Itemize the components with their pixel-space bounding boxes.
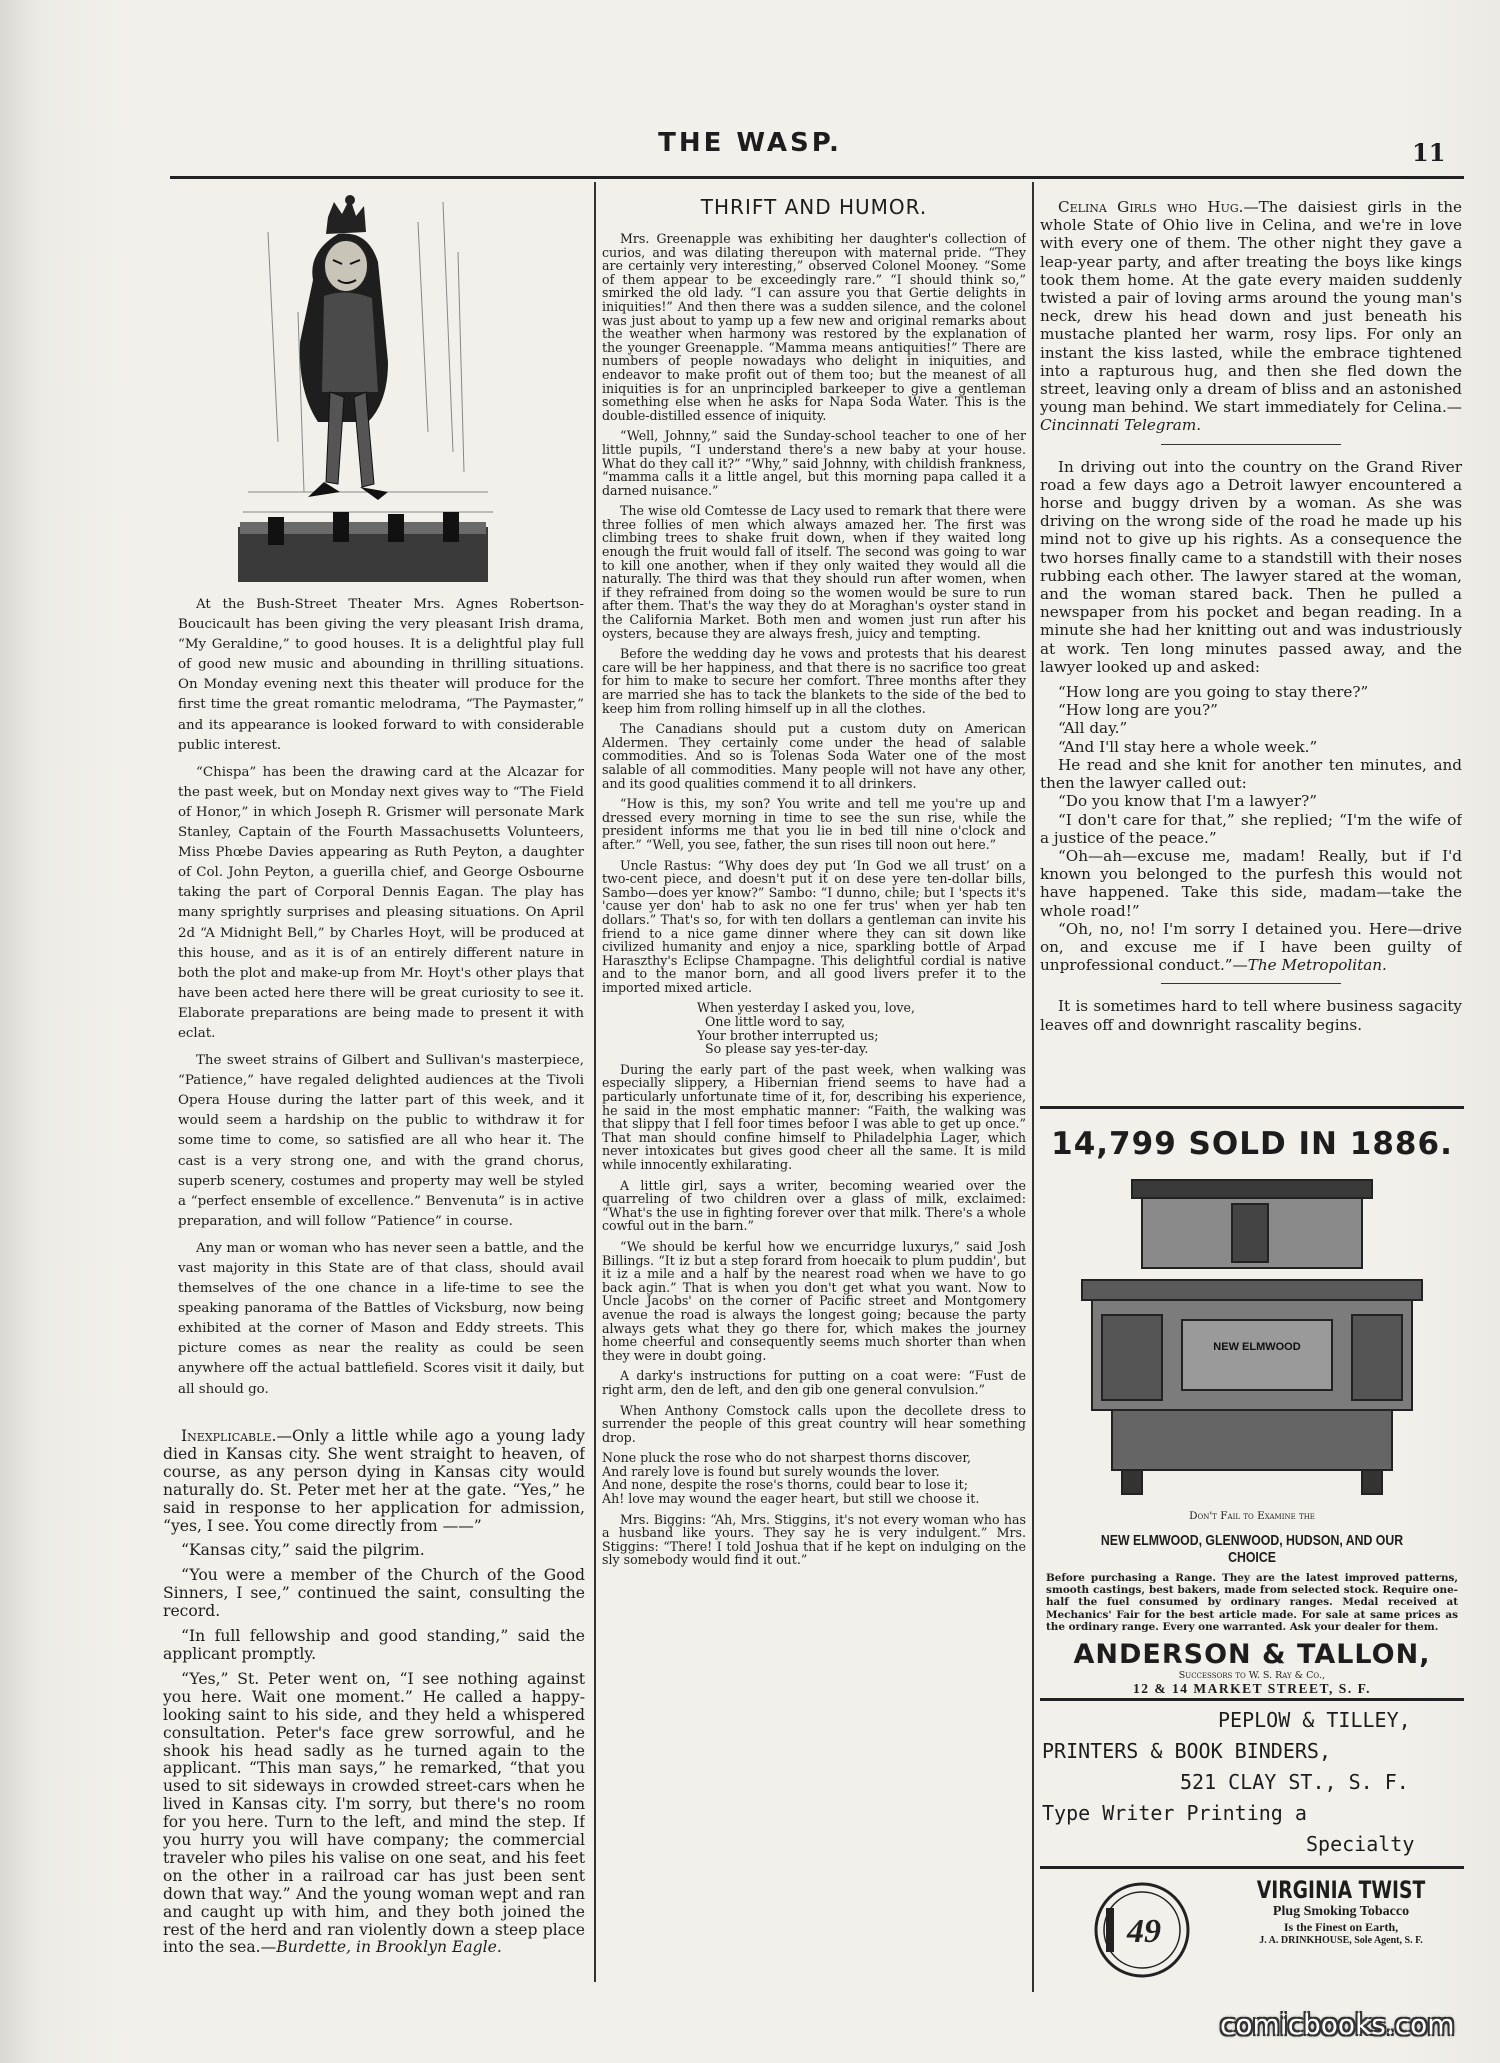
masthead-title: THE WASP. (658, 128, 842, 158)
column-divider-1 (594, 182, 596, 1982)
verse-line: And none, despite the rose's thorns, could bear to lose it; (602, 1477, 968, 1493)
ad-body-text: Before purchasing a Range. They are the latest improved patterns, smooth castings, best bakers, made from selected stock. Require one-half the fuel consumed by ordinary ranges. Medal received at Mechanics' Fair for the best article made. For sale at same prices as the ordinary range. Every one warranted. Ask your dealer for them. (1046, 1572, 1458, 1633)
verse-line: Ah! love may wound the eager heart, but still we choose it. (602, 1491, 980, 1507)
theater-paragraph: The sweet strains of Gilbert and Sullivan's masterpiece, “Patience,” have regaled delighted audiences at the Tivoli Opera House during the latter part of this week, and it would seem a hardship on the public to withdraw it for some time to come, so satisfied are all who hear it. The cast is a very strong one, and with the grand chorus, superb scenery, costumes and property may well be styled a “perfect ensemble of excellence.” Benvenuta” is in active preparation, and will follow “Patience” in course. (178, 1053, 584, 1229)
tobacco-line: Plug Smoking Tobacco (1272, 1904, 1410, 1919)
divider (1161, 444, 1341, 445)
printers-line: PRINTERS & BOOK BINDERS, (1042, 1739, 1331, 1763)
story-paragraph: “You were a member of the Church of the Good Sinners, I see,” continued the saint, consulting the record. (163, 1566, 585, 1621)
theater-paragraph: Any man or woman who has never seen a battle, and the vast majority in this State are of that class, should avail themselves of the one chance in a life-time to see the speaking panorama of the Battles of Vicksburg, now being exhibited at the corner of Mason and Eddy streets. This picture comes as near the reality as could be seen anywhere off the actual battlefield. Scores visit it daily, but all should go. (178, 1240, 584, 1397)
ad-rule (1040, 1698, 1464, 1701)
verse-line: One little word to say, (705, 1014, 846, 1030)
humor-paragraph: When Anthony Comstock calls upon the decollete dress to surrender the people of this great country will hear something drop. (602, 1402, 1026, 1445)
ad-rule (1040, 1866, 1464, 1869)
humor-paragraph: Mrs. Greenapple was exhibiting her daughter's collection of curios, and was dilating thereupon with maternal pride. “They are certainly very interesting,” observed Colonel Mooney. “Some of them appear to be exceedingly rare.” “I should think so,” smirked the old lady. “I can assure you that Gertie delights in iniquities!” And then there was a sudden silence, and the colonel was just about to yamp up a few new and original remarks about the weather when harmony was restored by the explanation of the younger Greenapple. “Mamma means antiquities!” There are numbers of people nowadays who delight in iniquities, and endeavor to make profit out of them too; but the meanest of all iniquities is for an unprincipled barkeeper to give a gentleman something else when he asks for Napa Soda Water. This is the double-distilled essence of iniquity. (602, 232, 1026, 423)
theater-paragraph: At the Bush-Street Theater Mrs. Agnes Robertson-Boucicault has been giving the very pleasant Irish drama, “My Geraldine,” to good houses. It is a delightful play full of good new music and abounding in thrilling situations. On Monday evening next this theater will produce for the first time the great romantic melodrama, “The Paymaster,” and its appearance is looked forward to with considerable public interest. (178, 597, 584, 753)
lawyer-paragraph: “Do you know that I'm a lawyer?” (1058, 792, 1318, 811)
theater-paragraph: “Chispa” has been the drawing card at the Alcazar for the past week, but on Monday next gives way to “The Field of Honor,” in which Joseph R. Grismer will personate Mark Stanley, Captain of the Fourth Massachusetts Volunteers, Miss Phœbe Davies appearing as Ruth Peyton, a daughter of Col. John Peyton, a guerilla chief, and George Osbourne taking the part of Corporal Dennis Eagan. The play has many sprightly surprises and pleasing situations. On April 2d “A Midnight Bell,” by Charles Hoyt, will be produced at this house, and as it is of an entirely different nature in both the plot and make-up from Mr. Hoyt's other plays that have been acted here there will be great curiosity to see it. Elaborate preparations are being made to present it with eclat. (178, 764, 584, 1041)
lawyer-paragraph: “How long are you?” (1058, 701, 1218, 720)
column-three-text (1040, 198, 1462, 1098)
caricature-illustration (238, 192, 498, 592)
ad-product-names: NEW ELMWOOD, GLENWOOD, HUDSON, AND OUR CHOICE (1100, 1532, 1404, 1566)
verse-line: And rarely love is found but surely wounds the lover. (602, 1463, 940, 1479)
verse-rose (602, 1451, 1026, 1505)
page-number: 11 (1412, 138, 1446, 167)
story-paragraph: “Kansas city,” said the pilgrim. (181, 1541, 425, 1560)
sagacity-paragraph: It is sometimes hard to tell where business sagacity leaves off and downright rascality begins. (1040, 997, 1462, 1034)
tobacco-badge-icon (1092, 1880, 1192, 1980)
verse-line: None pluck the rose who do not sharpest thorns discover, (602, 1450, 971, 1466)
lawyer-paragraph: “How long are you going to stay there?” (1058, 683, 1369, 702)
tobacco-line: Is the Finest on Earth, (1283, 1920, 1399, 1934)
inexplicable-story (163, 1428, 585, 1988)
story-paragraph: —Only a little while ago a young lady died in Kansas city. She went straight to heaven, of course, as any person dying in Kansas city would naturally do. St. Peter met her at the gate. “Yes,” he said in response to her application for admission, “yes, I see. You come directly from ——” (163, 1428, 585, 1535)
printers-line: Specialty (1306, 1832, 1415, 1856)
humor-paragraph: A darky's instructions for putting on a coat were: “Fust de right arm, den de left, and den gib one general convulsion.” (602, 1368, 1026, 1397)
celina-paragraph: —The daisiest girls in the whole State of Ohio live in Celina, and we're in love with every one of them. The other night they gave a leap-year party, and after treating the boys like kings took them home. At the gate every maiden suddenly twisted a pair of loving arms around the young man's neck, drew his head down and just beneath his mustache planted her warm, rosy lips. For only an instant the kiss lasted, while the embrace tightened into a rapturous hug, and then she fled down the street, leaving only a dream of bliss and an astonished young man behind. We start immediately for Celina.— (1040, 198, 1462, 417)
lawyer-paragraph: In driving out into the country on the Grand River road a few days ago a Detroit lawyer encountered a horse and buggy driven by a woman. As she was driving on the wrong side of the road he made up his mind not to give up his rights. As a consequence the two horses finally came to a standstill with their noses rubbing each other. The lawyer stared at the woman, and the woman stared back. Then he pulled a newspaper from his pocket and began reading. In a minute she had her knitting out and was industriously at work. Ten long minutes passed away, and the lawyer looked up and asked: (1040, 457, 1462, 676)
story-lead: Inexplicable. (181, 1428, 277, 1445)
celina-credit: Cincinnati Telegram. (1040, 416, 1202, 435)
lawyer-paragraph: “And I'll stay here a whole week.” (1058, 737, 1318, 756)
masthead-rule (170, 176, 1464, 179)
humor-paragraph: Uncle Rastus: “Why does dey put ‘In God we all trust’ on a two-cent piece, and doesn't put it on dese yere ten-dollar bills, Sambo—does yer know?” Sambo: “I dunno, chile; but I 'spects it's 'cause yer don' hab to ask no one fer trus' when yer hab ten dollars.” That's so, for with ten dollars a gentleman can invite his friend to a nice game dinner where they can sit down like civilized humanity and enjoy a nice, sparkling bottle of Arpad Haraszthy's Eclipse Champagne. This delightful cordial is native and to the manor born, and all good livers prefer it to the imported mixed article. (602, 857, 1026, 995)
watermark: comicbooks.com (1220, 2008, 1455, 2041)
divider (1161, 983, 1341, 984)
story-credit: Burdette, in Brooklyn Eagle. (276, 1938, 502, 1957)
column-divider-2 (1032, 182, 1034, 1992)
ad-successors: Successors to W. S. Ray & Co., (1178, 1670, 1326, 1682)
humor-paragraph: Mrs. Biggins: “Ah, Mrs. Stiggins, it's not every woman who has a husband like yours. They say he is very indulgent.” Mrs. Stiggins: “There! I told Joshua that if he kept on indulging on the sly somebody would find it out.” (602, 1511, 1026, 1568)
stove-illustration (1072, 1170, 1432, 1500)
tobacco-line: J. A. DRINKHOUSE, Sole Agent, S. F. (1259, 1935, 1423, 1946)
humor-paragraph: The Canadians should put a custom duty on American Aldermen. They certainly come under the head of salable commodities. And so is Tolenas Soda Water one of the most salable of all commodities. Many people will not have any other, and its good qualities commend it to all drinkers. (602, 721, 1026, 791)
thrift-and-humor-column (602, 232, 1026, 1992)
ad-firm-name: ANDERSON & TALLON, (1073, 1639, 1431, 1671)
story-paragraph: “In full fellowship and good standing,” said the applicant promptly. (163, 1627, 585, 1663)
lawyer-paragraph: “Oh, no, no! I'm sorry I detained you. Here—drive on, and excuse me if I have been guilty of unprofessional conduct.”— (1040, 919, 1462, 975)
story-paragraph: “Yes,” St. Peter went on, “I see nothing against you here. Wait one moment.” He called a happy-looking saint to his side, and they held a whispered consultation. Peter's face grew sorrowful, and he shook his head sadly as he turned again to the applicant. “This man says,” he remarked, “that you used to sit sideways in crowded street-cars when he lived in Kansas city. I'm sorry, but there's no room for you here. Turn to the left, and mind the step. If you hurry you will have company; the commercial traveler who piles his valise on one seat, and his feet on the other in a railroad car has just been sent down that way.” And the young woman wept and ran and caught up with him, and they both joined the rest of the herd and ran violently down a steep place into the sea.— (163, 1669, 585, 1957)
printers-line: PEPLOW & TILLEY, (1218, 1708, 1411, 1732)
verse-line: So please say yes-ter-day. (705, 1041, 869, 1057)
tobacco-title: VIRGINIA TWIST (1256, 1876, 1426, 1904)
verse (602, 1001, 1026, 1055)
printers-advertisement (1040, 1705, 1464, 1860)
lawyer-paragraph: “All day.” (1058, 719, 1128, 738)
celina-lead: Celina Girls who Hug. (1058, 198, 1244, 216)
lawyer-paragraph: “I don't care for that,” she replied; “I'm the wife of a justice of the peace.” (1040, 810, 1462, 847)
humor-paragraph: The wise old Comtesse de Lacy used to remark that there were three follies of men which always amazed her. The first was climbing trees to shake fruit down, when if they waited long enough the fruit would fall of itself. The second was going to war to kill one another, when if they only waited they would all die naturally. The third was that they should run after women, when if they refrained from doing so the women would be sure to run after them. That's the way they do at Moraghan's oyster stand in the California Market. Both men and women just run after his oysters, because they are always fresh, juicy and tempting. (602, 503, 1026, 641)
ad-headline: 14,799 SOLD IN 1886. (1051, 1126, 1453, 1162)
lawyer-paragraph: “Oh—ah—excuse me, madam! Really, but if I'd known you belonged to the purfesh this would not have happened. Take this side, madam—take the whole road!” (1040, 846, 1462, 920)
humor-paragraph: Before the wedding day he vows and protests that his dearest care will be her happiness, and that there is no sacrifice too great for him to make to secure her comfort. Three months after they are married she has to tack the blankets to the side of the bed to keep him from rolling himself up in all the clothes. (602, 646, 1026, 716)
tobacco-advertisement (1040, 1872, 1464, 1982)
ad-subline: Don't Fail to Examine the (1189, 1510, 1315, 1522)
verse-line: When yesterday I asked you, love, (697, 1000, 915, 1016)
stove-label: NEW ELMWOOD (1213, 1341, 1301, 1353)
stove-advertisement (1040, 1108, 1464, 1697)
tobacco-badge-number: 49 (1127, 1913, 1161, 1950)
verse-line: Your brother interrupted us; (697, 1027, 879, 1043)
section-heading: THRIFT AND HUMOR. (700, 195, 928, 219)
ad-address: 12 & 14 MARKET STREET, S. F. (1133, 1681, 1371, 1697)
humor-paragraph: “How is this, my son? You write and tell me you're up and dressed every morning in time to see the sun rise, while the president informs me that you lie in bed till nine o'clock and after.” “Well, you see, father, the sun rises till noon out here.” (602, 796, 1026, 852)
printers-line: 521 CLAY ST., S. F. (1180, 1770, 1409, 1794)
humor-paragraph: A little girl, says a writer, becoming wearied over the quarreling of two children over a glass of milk, exclaimed: “What's the use in fighting forever over that milk. There's a whole cowful out in the barn.” (602, 1177, 1026, 1234)
lawyer-credit: The Metropolitan. (1247, 956, 1387, 975)
lawyer-paragraph: He read and she knit for another ten minutes, and then the lawyer called out: (1040, 755, 1462, 793)
humor-paragraph: During the early part of the past week, when walking was especially slippery, a Hibernian friend seems to have had a particularly unfortunate time of it, for, describing his experience, he said in the most emphatic manner: “Faith, the walking was that slippy that I fell foor times befoor I was able to get up once.” That man should confine himself to Philadelphia Lager, which never intoxicates but gives good cheer all the same. It is mild while innocently exhilarating. (602, 1061, 1026, 1172)
humor-paragraph: “We should be kerful how we encurridge luxurys,” said Josh Billings. “It iz but a step forard from hoecaik to plum puddin', but it iz a mile and a half by the nearest road when we have to go back agin.” That is when you don't get what you want. Now to Uncle Jacobs' on the corner of Pacific street and Montgomery avenue the road is always the longest going; because the party always gets what they go there for, which makes the journey home cheerful and consequently seems much shorter than when they were in doubt going. (602, 1238, 1026, 1363)
humor-paragraph: “Well, Johnny,” said the Sunday-school teacher to one of her little pupils, “I understand there's a new baby at your house. What do they call it?” “Why,” said Johnny, with childish frankness, “mamma calls it a little angel, but this morning papa called it a darned nuisance.” (602, 428, 1026, 498)
printers-line: Type Writer Printing a (1042, 1801, 1307, 1825)
